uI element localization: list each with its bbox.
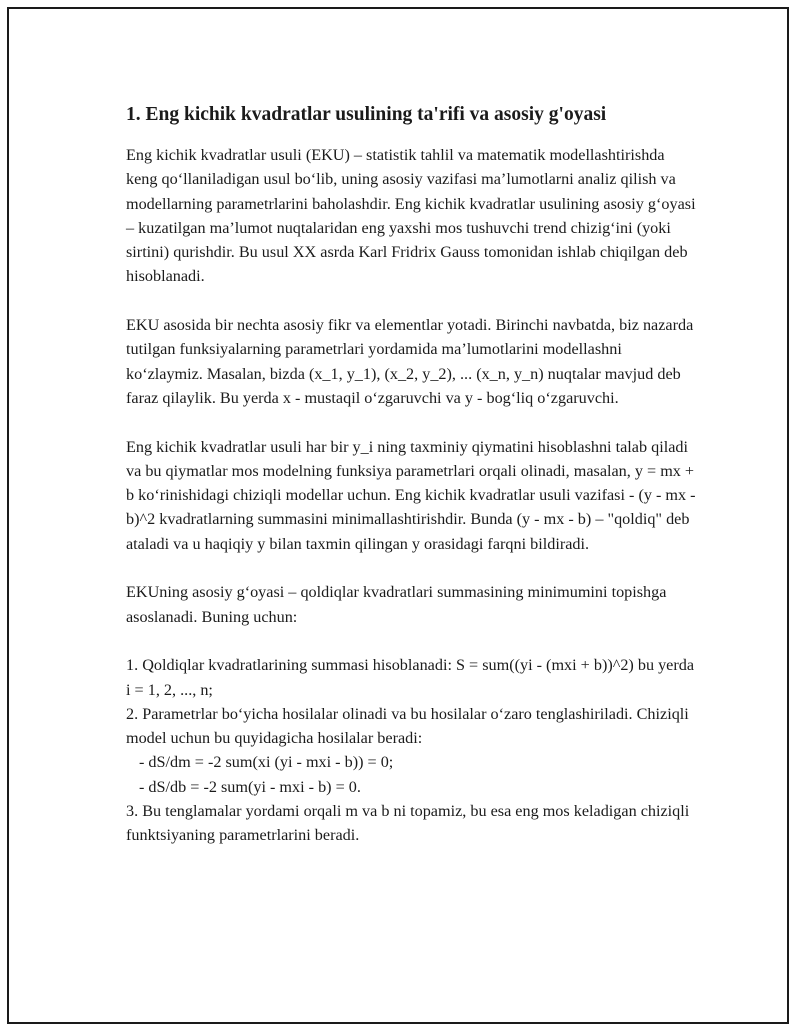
step-1: 1. Qoldiqlar kvadratlarining summasi hisoblanadi: S = sum((yi - (mxi + b))^2) bu yerda i = 1, 2, ..., n; [126,656,695,699]
steps-list [126,653,696,847]
paragraph-residuals: Eng kichik kvadratlar usuli har bir y_i ning taxminiy qiymatini hisoblashni talab qiladi va bu qiymatlar mos modelning funksiya parametrlari orqali olinadi, masalan, y = mx + b ko‘rinishidagi chiziqli modellar uchun. Eng kichik kvadratlar usuli vazifasi - (y - mx - b)^2 kvadratlarning summasini minimallashtirishdir. Bunda (y - mx - b) – "qoldiq" deb ataladi va u haqiqiy y bilan taxmin qilingan y orasidagi farqni bildiradi. [126,437,696,553]
step-2: 2. Parametrlar bo‘yicha hosilalar olinadi va bu hosilalar o‘zaro tenglashiriladi. Chiziqli model uchun bu quyidagicha hosilalar beradi: [126,704,689,748]
step-3: 3. Bu tenglamalar yordami orqali m va b ni topamiz, bu esa eng mos keladigan chiziqli funktsiyaning parametrlarini beradi. [126,802,690,845]
derivative-b: - dS/db = -2 sum(yi - mxi - b) = 0. [139,777,361,796]
document-body [126,103,696,848]
derivative-m: - dS/dm = -2 sum(xi (yi - mxi - b)) = 0; [139,753,394,772]
paragraph-definition: Eng kichik kvadratlar usuli (EKU) – statistik tahlil va matematik modellashtirishda keng qo‘llaniladigan usul bo‘lib, uning asosiy vazifasi ma’lumotlarni analiz qilish va modellarning parametrlarini baholashdir. Eng kichik kvadratlar usulining asosiy g‘oyasi – kuzatilgan ma’lumot nuqtalaridan eng yaxshi mos tushuvchi trend chizig‘ini (yoki sirtini) qurishdir. Bu usul XX asrda Karl Fridrix Gauss tomonidan ishlab chiqilgan deb hisoblanadi. [126,146,696,286]
page-frame [7,7,789,1024]
section-heading: 1. Eng kichik kvadratlar usulining ta'rifi va asosiy g'oyasi [126,104,607,125]
paragraph-elements: EKU asosida bir nechta asosiy fikr va elementlar yotadi. Birinchi navbatda, biz nazarda tutilgan funksiyalarning parametrlari yordamida ma’lumotlarini modellashni ko‘zlaymiz. Masalan, bizda (x_1, y_1), (x_2, y_2), ... (x_n, y_n) nuqtalar mavjud deb faraz qilaylik. Bu yerda x - mustaqil o‘zgaruvchi va y - bog‘liq o‘zgaruvchi. [126,316,694,407]
paragraph-main-idea: EKUning asosiy g‘oyasi – qoldiqlar kvadratlari summasining minimumini topishga asoslanadi. Buning uchun: [126,583,667,626]
